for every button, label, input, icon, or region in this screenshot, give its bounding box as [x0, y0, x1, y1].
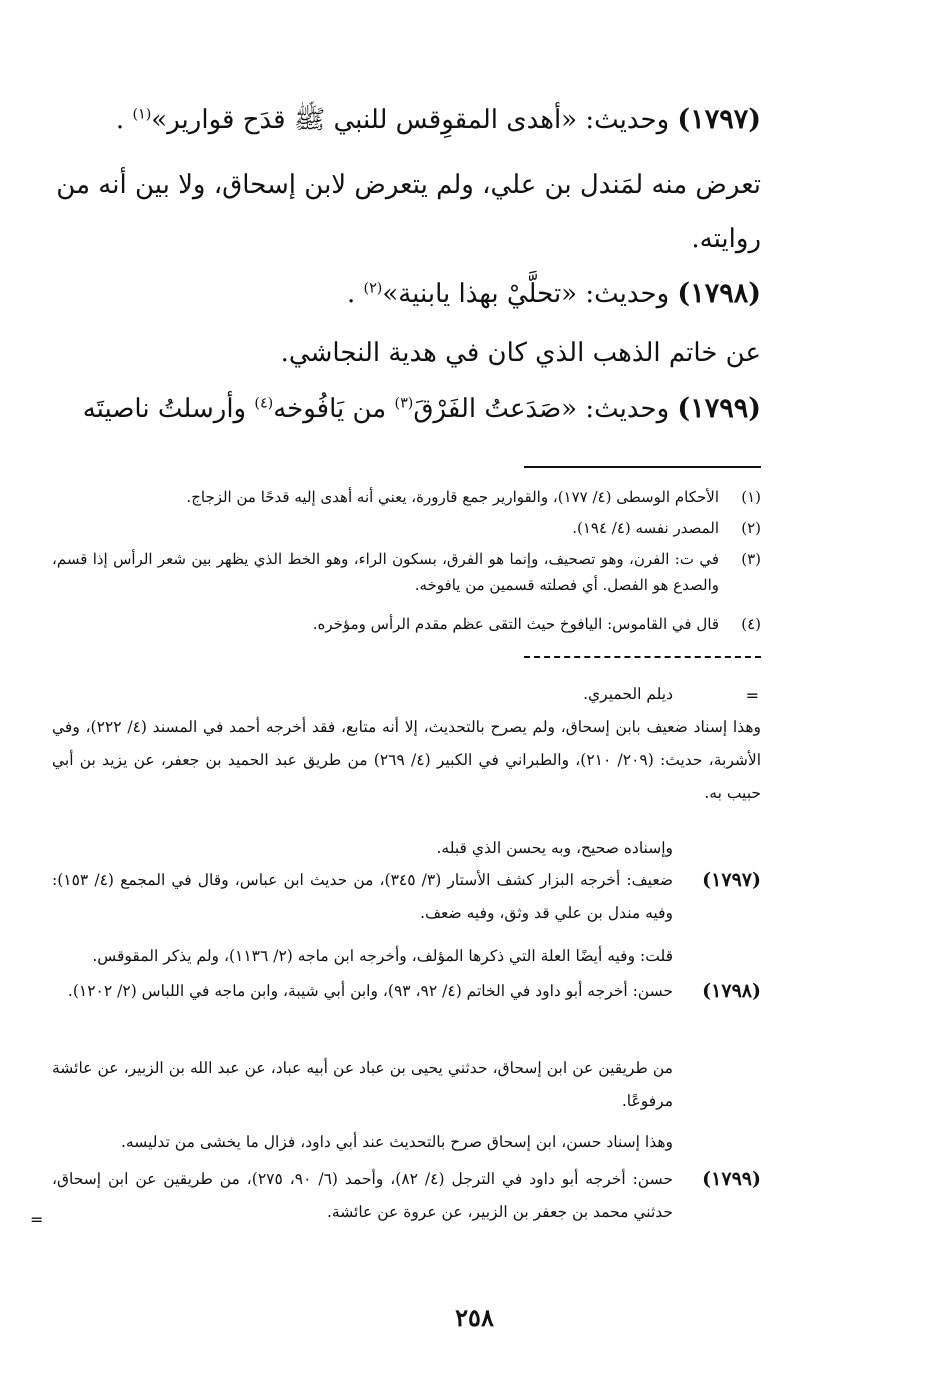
- commentary-text: حسن: أخرجه أبو داود في الترجل (٤/ ٨٢)، وأحمد (٦/ ٩٠، ٢٧٥)، من طريقين عن ابن إسحاق، حدثني محمد بن جعفر بن الزبير، عن عروة عن عائشة.: [52, 1170, 673, 1221]
- footnote-number: (٣): [741, 550, 761, 568]
- footnote-item: [52, 515, 761, 541]
- commentary-paragraph: [52, 1126, 761, 1159]
- footnote-number: (٤): [741, 615, 761, 633]
- commentary-text: حسن: أخرجه أبو داود في الخاتم (٤/ ٩٢، ٩٣)، وابن أبي شيبة، وابن ماجه في اللباس (٢/ ١٢٠٢).: [67, 982, 673, 1000]
- commentary-paragraph: [52, 678, 761, 711]
- footnote-text: في ت: الفرن، وهو تصحيف، وإنما هو الفرق، بسكون الراء، وهو الخط الذي يظهر بين شعر الرأس إذا قسم، والصدع هو الفصل. أي فصلته قسمين من يافوخه.: [52, 550, 719, 595]
- commentary-number: (١٧٩٩): [702, 1168, 761, 1190]
- commentary-text: من طريقين عن ابن إسحاق، حدثني يحيى بن عباد عن أبيه عباد، عن عبد الله بن الزبير، عن عائشة مرفوعًا.: [52, 1059, 673, 1110]
- punctuation: .: [346, 279, 356, 309]
- commentary-text: وهذا إسناد حسن، ابن إسحاق صرح بالتحديث عند أبي داود، فزال ما يخشى من تدليسه.: [120, 1133, 673, 1151]
- commentary-text: ضعيف: أخرجه البزار كشف الأستار (٣/ ٣٤٥)، من حديث ابن عباس، وقال في المجمع (٤/ ١٥٣): وفيه مندل بن علي قد وثق، وفيه ضعف.: [52, 871, 673, 922]
- commentary-number: (١٧٩٧): [702, 869, 761, 891]
- commentary-text: ديلم الحميري.: [583, 685, 673, 703]
- hadith-text: وأرسلتُ ناصيتَه: [82, 394, 255, 424]
- punctuation: .: [115, 105, 125, 135]
- hadith-number: (١٧٩٨): [677, 278, 761, 309]
- continuation-mark: =: [745, 686, 759, 705]
- footnote-text: الأحكام الوسطى (٤/ ١٧٧)، والقوارير جمع قارورة، يعني أنه أهدى إليه قدحًا من الزجاج.: [186, 488, 719, 506]
- hadith-text: وحديث: «أهدى المقوِقس للنبي ﷺ قدَح قوارير»: [151, 105, 670, 135]
- hadith-text: وحديث: «تحلَّيْ بهذا يابنية»: [382, 279, 670, 309]
- footnote-text: قال في القاموس: اليافوخ حيث التقى عظم مقدم الرأس ومؤخره.: [312, 615, 719, 633]
- commentary-paragraph: [52, 832, 761, 865]
- commentary-paragraph: [52, 711, 761, 810]
- footnote-separator: [524, 466, 761, 468]
- hadith-1797-line: [52, 104, 761, 136]
- footnote-ref: (٤): [254, 395, 274, 412]
- commentary-text: قلت: وفيه أيضًا العلة التي ذكرها المؤلف، وأخرجه ابن ماجه (٢/ ١١٣٦)، ولم يذكر المقوقس.: [92, 947, 673, 965]
- continuation-mark: =: [30, 1210, 44, 1229]
- commentary-separator: [524, 656, 761, 658]
- commentary-paragraph: [52, 1052, 761, 1118]
- commentary-paragraph: [52, 940, 761, 973]
- footnote-item: [52, 484, 761, 510]
- footnote-item: [52, 546, 761, 599]
- commentary-entry-1797: [52, 864, 761, 930]
- hadith-1799-line: [52, 393, 761, 425]
- main-text-line: عن خاتم الذهب الذي كان في هدية النجاشي.: [280, 338, 761, 368]
- commentary-number: (١٧٩٨): [702, 980, 761, 1002]
- commentary-entry-1798: [52, 975, 761, 1008]
- hadith-number: (١٧٩٩): [677, 393, 761, 424]
- footnote-text: المصدر نفسه (٤/ ١٩٤).: [572, 519, 719, 537]
- hadith-number: (١٧٩٧): [677, 104, 761, 135]
- page-number: ٢٥٨: [455, 1303, 494, 1332]
- footnote-ref: (١): [132, 106, 152, 123]
- commentary-text: وهذا إسناد ضعيف بابن إسحاق، ولم يصرح بالتحديث، إلا أنه متابع، فقد أخرجه أحمد في المسند (٤/ ٢٢٢)، وفي الأشربة، حديث: (٢٠٩/ ٢١٠)، والطبراني في الكبير (٤/ ٢٦٩) من طريق عبد الحميد بن جعفر، عن يزيد بن أبي حبيب به.: [52, 718, 761, 802]
- main-text-line: تعرض منه لمَندل بن علي، ولم يتعرض لابن إسحاق، ولا بين أنه من: [56, 170, 761, 200]
- hadith-text: وحديث: «صَدَعتُ الفَرْقَ: [413, 394, 670, 424]
- footnote-item: [52, 611, 761, 637]
- commentary-text: وإسناده صحيح، وبه يحسن الذي قبله.: [436, 839, 673, 857]
- footnote-ref: (٣): [394, 395, 414, 412]
- footnote-number: (١): [741, 488, 761, 506]
- footnote-number: (٢): [741, 519, 761, 537]
- hadith-text: من يَافُوخه: [273, 394, 395, 424]
- hadith-1798-line: [52, 278, 761, 310]
- main-text-line: روايته.: [691, 224, 761, 254]
- footnote-ref: (٢): [363, 280, 383, 297]
- commentary-entry-1799: [52, 1163, 761, 1229]
